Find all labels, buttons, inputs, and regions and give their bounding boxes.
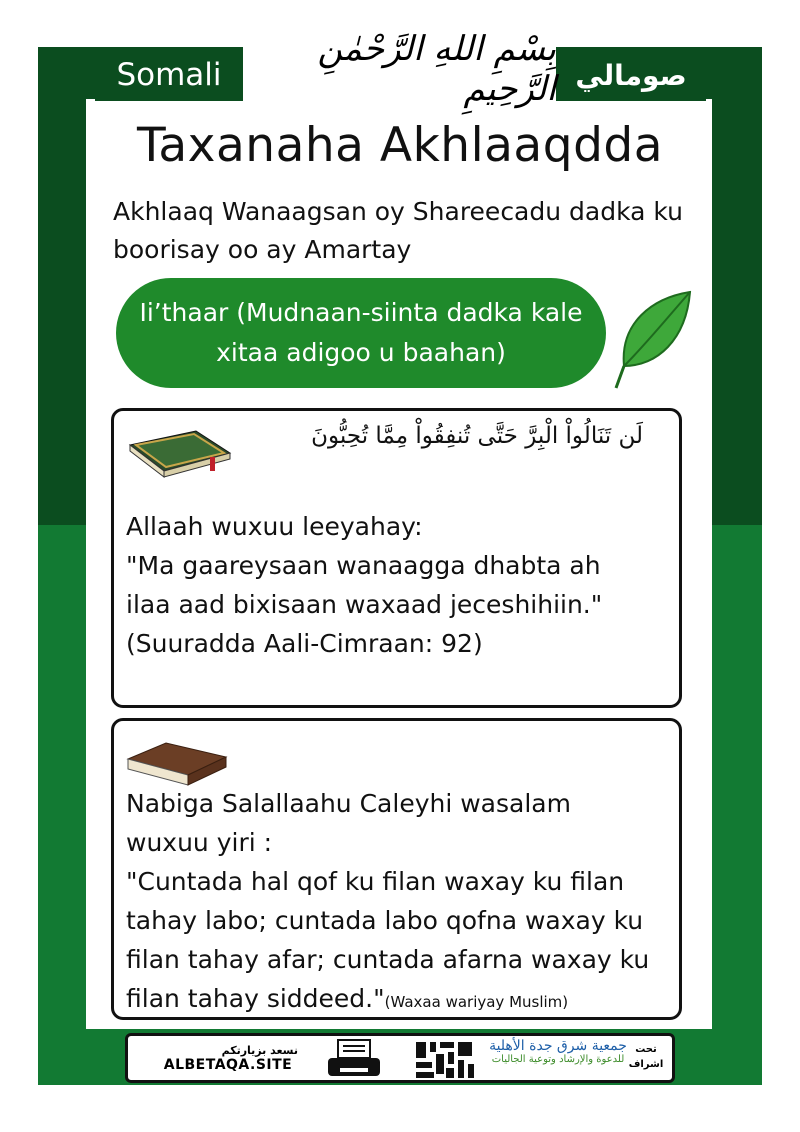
site-link[interactable]: [128, 1044, 328, 1073]
printer-icon[interactable]: [324, 1038, 384, 1082]
basmala-calligraphy: [243, 29, 556, 109]
sponsor-line-2: اشراف: [628, 1059, 664, 1070]
hadith-line: tahay labo; cuntada labo qofna waxay ku: [126, 906, 644, 935]
footer-bar: [125, 1033, 675, 1083]
quran-verse-box: [111, 408, 682, 708]
hadith-line: wuxuu yiri :: [126, 828, 273, 857]
hadith-box: [111, 718, 682, 1020]
hadith-line: "Cuntada hal qof ku filan waxay ku filan: [126, 867, 625, 896]
hadith-text: [126, 784, 676, 1022]
quran-translation: [126, 507, 676, 663]
hadith-line: filan tahay afar; cuntada afarna waxay ku: [126, 945, 650, 974]
quran-line: ilaa aad bixisaan waxaad jeceshihiin.": [126, 590, 603, 619]
visit-text: نسعد بزيارتكم: [221, 1043, 298, 1057]
association-logo: [488, 1038, 628, 1080]
quran-verse-arabic: لَن تَنَالُواْ الْبِرَّ حَتَّى تُنفِقُواْ مِمَّا تُحِبُّونَ: [311, 423, 643, 449]
language-label-somali: Somali: [95, 47, 243, 101]
page-subtitle: Akhlaaq Wanaagsan oy Shareecadu dadka ku boorisay oo ay Amartay: [113, 197, 683, 264]
association-subtitle: للدعوة والإرشاد وتوعية الجاليات: [491, 1054, 625, 1065]
leaf-icon: [612, 288, 698, 390]
site-url[interactable]: ALBETAQA.SITE: [163, 1056, 293, 1073]
hadith-last-line: [126, 979, 676, 1022]
topic-badge: [116, 278, 606, 388]
sponsor-label: [626, 1042, 666, 1072]
quran-line: (Suuradda Aali-Cimraan: 92): [126, 629, 483, 658]
hadith-book-icon: [122, 729, 232, 789]
basmala-text: بِسْمِ اللهِ الرَّحْمٰنِ الرَّحِيمِ: [317, 29, 556, 109]
hadith-line: Nabiga Salallaahu Caleyhi wasalam: [126, 789, 571, 818]
association-name: جمعية شرق جدة الأهلية: [489, 1038, 627, 1054]
hadith-citation: (Waxaa wariyay Muslim): [384, 993, 569, 1011]
quran-book-icon: [126, 423, 232, 479]
topic-line-2: xitaa adigoo u baahan): [216, 338, 506, 367]
sponsor-line-1: تحت: [635, 1044, 657, 1055]
page-title: Taxanaha Akhlaaqdda: [136, 118, 664, 173]
language-label-arabic: صومالي: [556, 47, 706, 101]
quran-line: "Ma gaareysaan wanaagga dhabta ah: [126, 551, 601, 580]
quran-line: Allaah wuxuu leeyahay:: [126, 512, 423, 541]
hadith-line: filan tahay siddeed.": [126, 984, 385, 1013]
topic-line-1: Ii’thaar (Mudnaan-siinta dadka kale: [139, 298, 583, 327]
qr-code-icon: [412, 1038, 478, 1082]
